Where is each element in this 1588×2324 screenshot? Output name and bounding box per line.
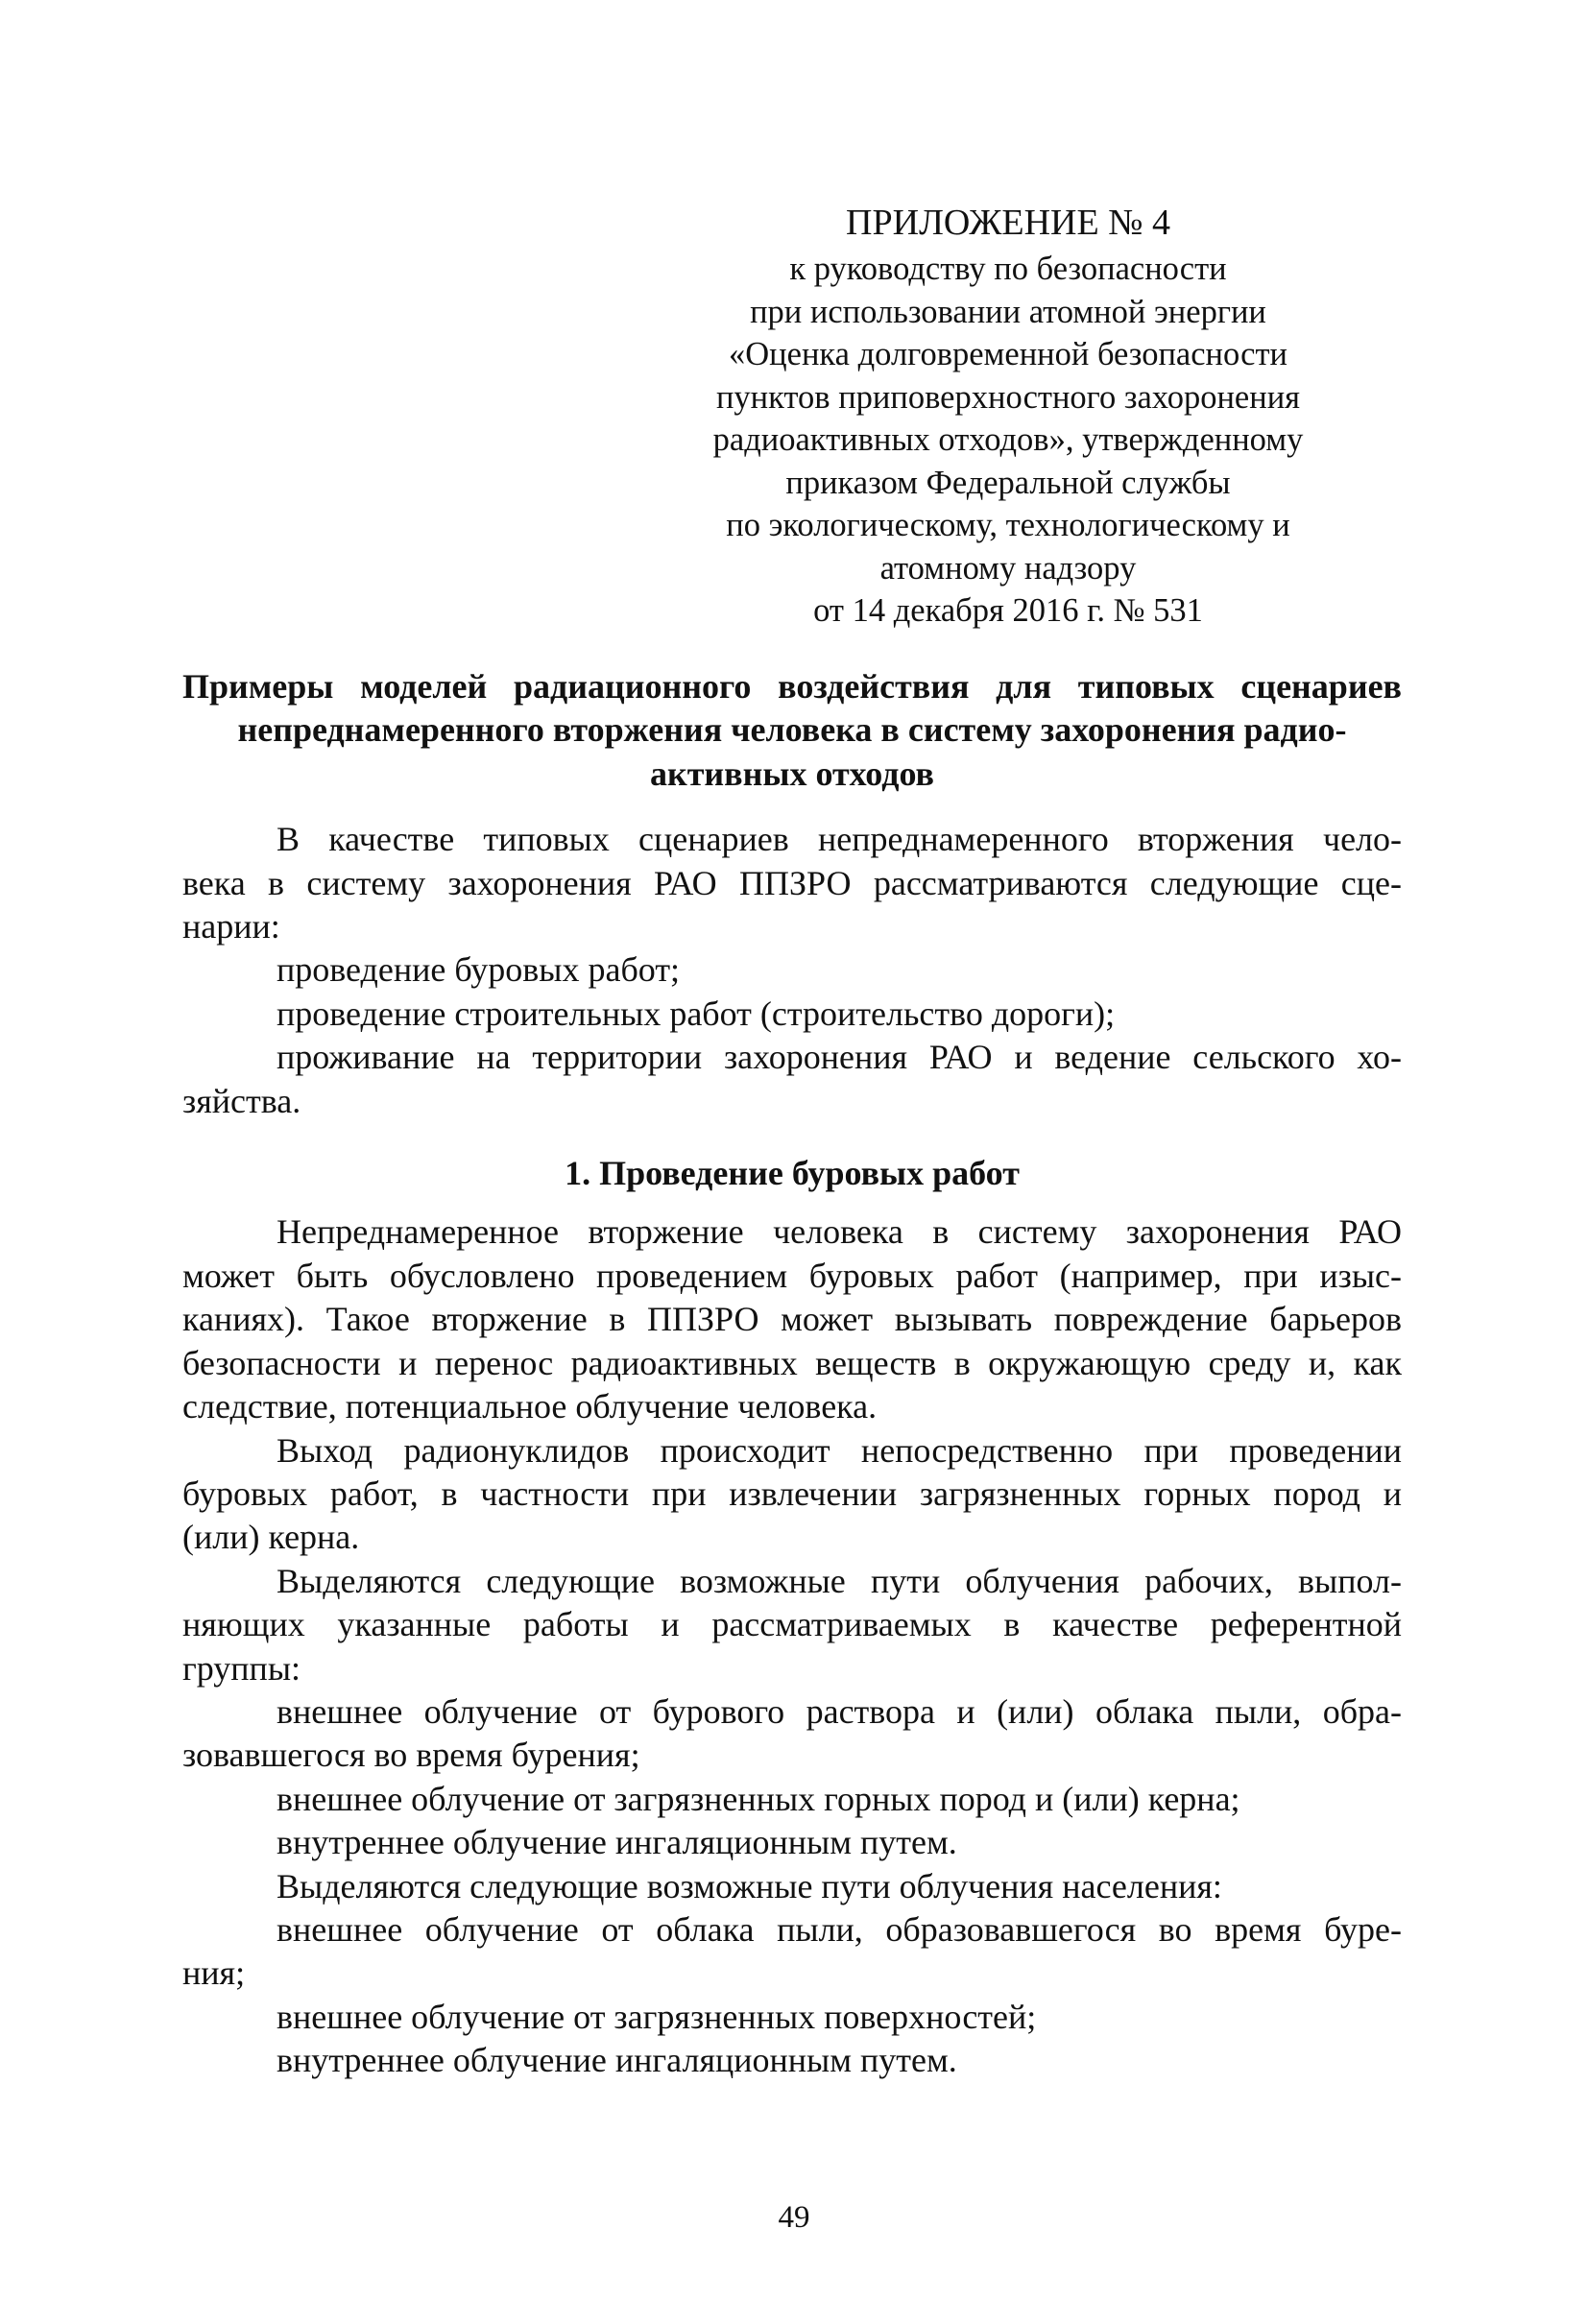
appendix-title: ПРИЛОЖЕНИЕ № 4 [846,203,1170,243]
appendix-line: от 14 декабря 2016 г. № 531 [813,592,1203,629]
document-title [182,665,1402,796]
section-heading: 1. Проведение буровых работ [565,1154,1020,1193]
text-line: следствие, потенциальное облучение человека. [182,1387,878,1426]
text-line: В качестве типовых сценариев непреднамеренного вторжения чело- [277,820,1402,859]
text-line: Непреднамеренное вторжение человека в систему захоронения РАО [277,1212,1402,1252]
text-line: века в систему захоронения РАО ППЗРО рассматриваются следующие сце- [182,863,1402,902]
appendix-line: к руководству по безопасности [789,251,1227,287]
workers-exposure-list [182,1690,1402,1865]
appendix-header [672,200,1344,633]
list-item: внутреннее облучение ингаляционным путем. [277,2041,957,2080]
list-item-continuation: ния; [182,1953,246,1993]
list-item: внутреннее облучение ингаляционным путем. [277,1823,957,1862]
appendix-line: радиоактивных отходов», утвержденному [712,421,1304,458]
appendix-line: пунктов приповерхностного захоронения [715,378,1301,416]
scenario-list [182,948,1402,1123]
text-line: (или) керна. [182,1518,360,1557]
text-line: Выделяются следующие возможные пути облучения рабочих, выпол- [277,1561,1402,1600]
list-item-continuation: зовавшегося во время бурения; [182,1736,640,1775]
list-item: внешнее облучение от загрязненных поверхностей; [277,1997,1037,2036]
intro-paragraph [182,818,1402,948]
section-paragraph [182,1429,1402,1560]
section-paragraph [182,1210,1402,1428]
title-line: активных отходов [649,754,934,793]
text-line: нарии: [182,907,280,946]
text-line: няющих указанные работы и рассматриваемых в качестве референтной [182,1605,1402,1644]
document-body [182,665,1402,2083]
list-item: проведение строительных работ (строительство дороги); [277,994,1116,1033]
text-line: каниях). Такое вторжение в ППЗРО может вызывать повреждение барьеров [182,1300,1402,1339]
text-line: Выделяются следующие возможные пути облучения населения: [277,1866,1222,1905]
text-line: Выход радионуклидов происходит непосредственно при проведении [277,1430,1402,1470]
list-item: внешнее облучение от загрязненных горных пород и (или) керна; [277,1779,1240,1818]
appendix-line: приказом Федеральной службы [785,464,1231,501]
list-item: проведение буровых работ; [277,950,681,990]
appendix-line: по экологическому, технологическому и [726,507,1290,543]
list-item: внешнее облучение от облака пыли, образовавшегося во время буре- [277,1909,1402,1949]
text-line: группы: [182,1648,301,1688]
list-item: внешнее облучение от бурового раствора и (или) облака пыли, обра- [277,1691,1402,1731]
list-item-continuation: зяйства. [182,1081,301,1120]
text-line: может быть обусловлено проведением буровых работ (например, при изыс- [182,1256,1402,1295]
page-number: 49 [778,2200,810,2235]
appendix-line: атомному надзору [879,549,1137,587]
text-line: буровых работ, в частности при извлечении загрязненных горных пород и [182,1473,1402,1513]
list-item: проживание на территории захоронения РАО и ведение сельского хо- [277,1038,1402,1077]
title-line: Примеры моделей радиационного воздействия для типовых сценариев [182,667,1402,706]
title-line: непреднамеренного вторжения человека в систему захоронения радио- [237,710,1347,750]
section-paragraph [182,1560,1402,1690]
text-line: безопасности и перенос радиоактивных веществ в окружающую среду и, как [182,1343,1402,1382]
appendix-line: «Оценка долговременной безопасности [729,336,1287,372]
appendix-line: при использовании атомной энергии [750,293,1266,330]
population-exposure-list [182,1908,1402,2083]
